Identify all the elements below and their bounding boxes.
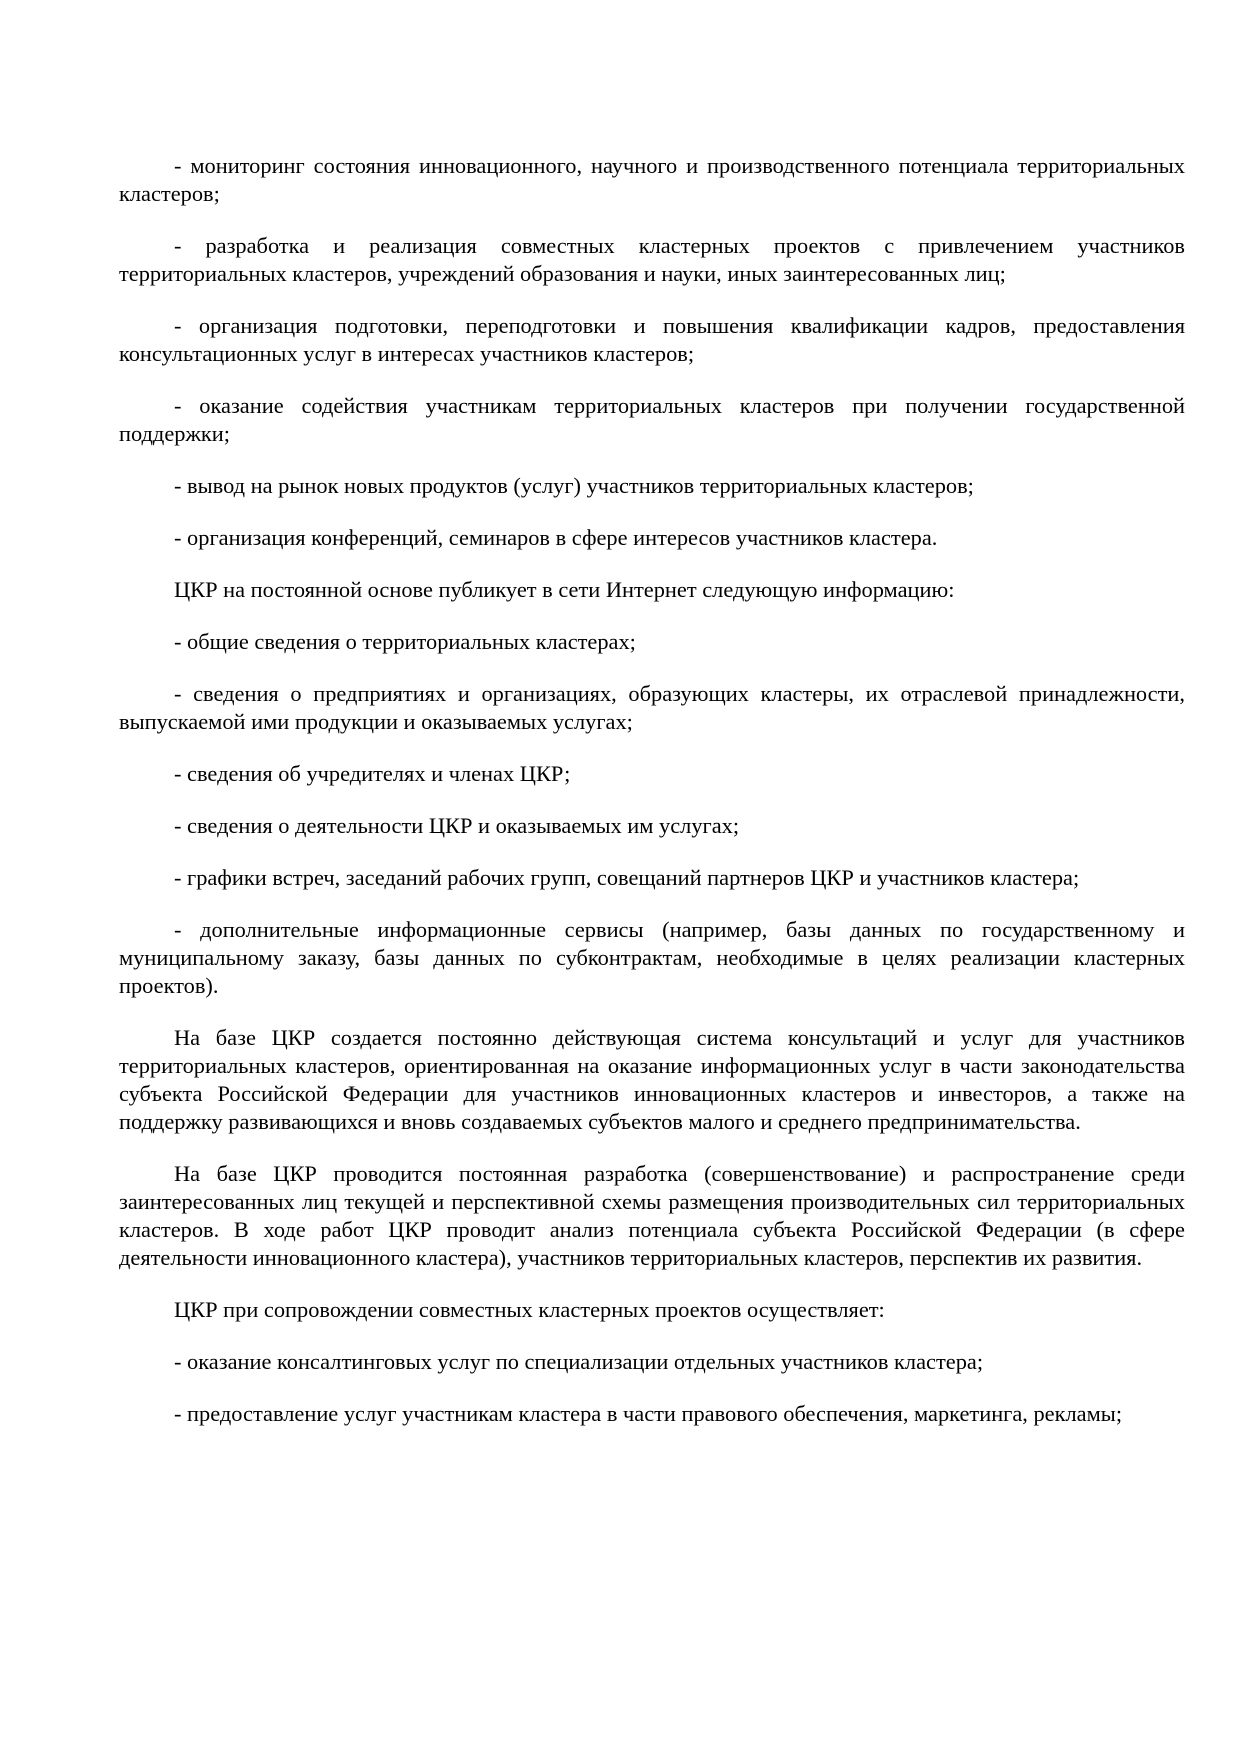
paragraph-activity-info: - сведения о деятельности ЦКР и оказываемых им услугах; [174, 813, 740, 838]
paragraph-legal-marketing: - предоставление услуг участникам кластера в части правового обеспечения, маркетинга, рекламы; [174, 1401, 1123, 1426]
paragraph-joint-projects: - разработка и реализация совместных кластерных проектов с привлечением участников территориальных кластеров, учреждений образования и науки, иных заинтересованных лиц; [119, 233, 1185, 286]
paragraph-consultation-system: На базе ЦКР создается постоянно действующая система консультаций и услуг для участников территориальных кластеров, ориентированная на оказание информационных услуг в части законодательства субъекта Российской Федерации для участников инновационных кластеров и инвесторов, а также на поддержку развивающихся и вновь создаваемых субъектов малого и среднего предпринимательства. [119, 1025, 1185, 1134]
paragraph-consulting: - оказание консалтинговых услуг по специализации отдельных участников кластера; [174, 1349, 984, 1374]
paragraph-development-scheme: На базе ЦКР проводится постоянная разработка (совершенствование) и распространение среди заинтересованных лиц текущей и перспективной схемы размещения производительных сил территориальных кластеров. В ходе работ ЦКР проводит анализ потенциала субъекта Российской Федерации (в сфере деятельности инновационного кластера), участников территориальных кластеров, перспектив их развития. [119, 1161, 1185, 1270]
paragraph-state-support: - оказание содействия участникам территориальных кластеров при получении государственной поддержки; [119, 393, 1185, 446]
paragraph-enterprises-info: - сведения о предприятиях и организациях, образующих кластеры, их отраслевой принадлежности, выпускаемой ими продукции и оказываемых услугах; [119, 681, 1185, 734]
paragraph-new-products: - вывод на рынок новых продуктов (услуг) участников территориальных кластеров; [174, 473, 974, 498]
paragraph-founders-info: - сведения об учредителях и членах ЦКР; [174, 761, 571, 786]
paragraph-monitoring: - мониторинг состояния инновационного, научного и производственного потенциала территориальных кластеров; [119, 153, 1185, 206]
paragraph-meeting-schedules: - графики встреч, заседаний рабочих групп, совещаний партнеров ЦКР и участников кластера; [174, 865, 1080, 890]
document-body [119, 152, 1185, 1452]
paragraph-publishes-intro: ЦКР на постоянной основе публикует в сети Интернет следующую информацию: [174, 577, 955, 602]
paragraph-general-info: - общие сведения о территориальных кластерах; [174, 629, 636, 654]
paragraph-training: - организация подготовки, переподготовки и повышения квалификации кадров, предоставления консультационных услуг в интересах участников кластеров; [119, 313, 1185, 366]
paragraph-support-intro: ЦКР при сопровождении совместных кластерных проектов осуществляет: [174, 1297, 885, 1322]
paragraph-conferences: - организация конференций, семинаров в сфере интересов участников кластера. [174, 525, 938, 550]
paragraph-info-services: - дополнительные информационные сервисы (например, базы данных по государственному и муниципальному заказу, базы данных по субконтрактам, необходимые в целях реализации кластерных проектов). [119, 917, 1185, 998]
